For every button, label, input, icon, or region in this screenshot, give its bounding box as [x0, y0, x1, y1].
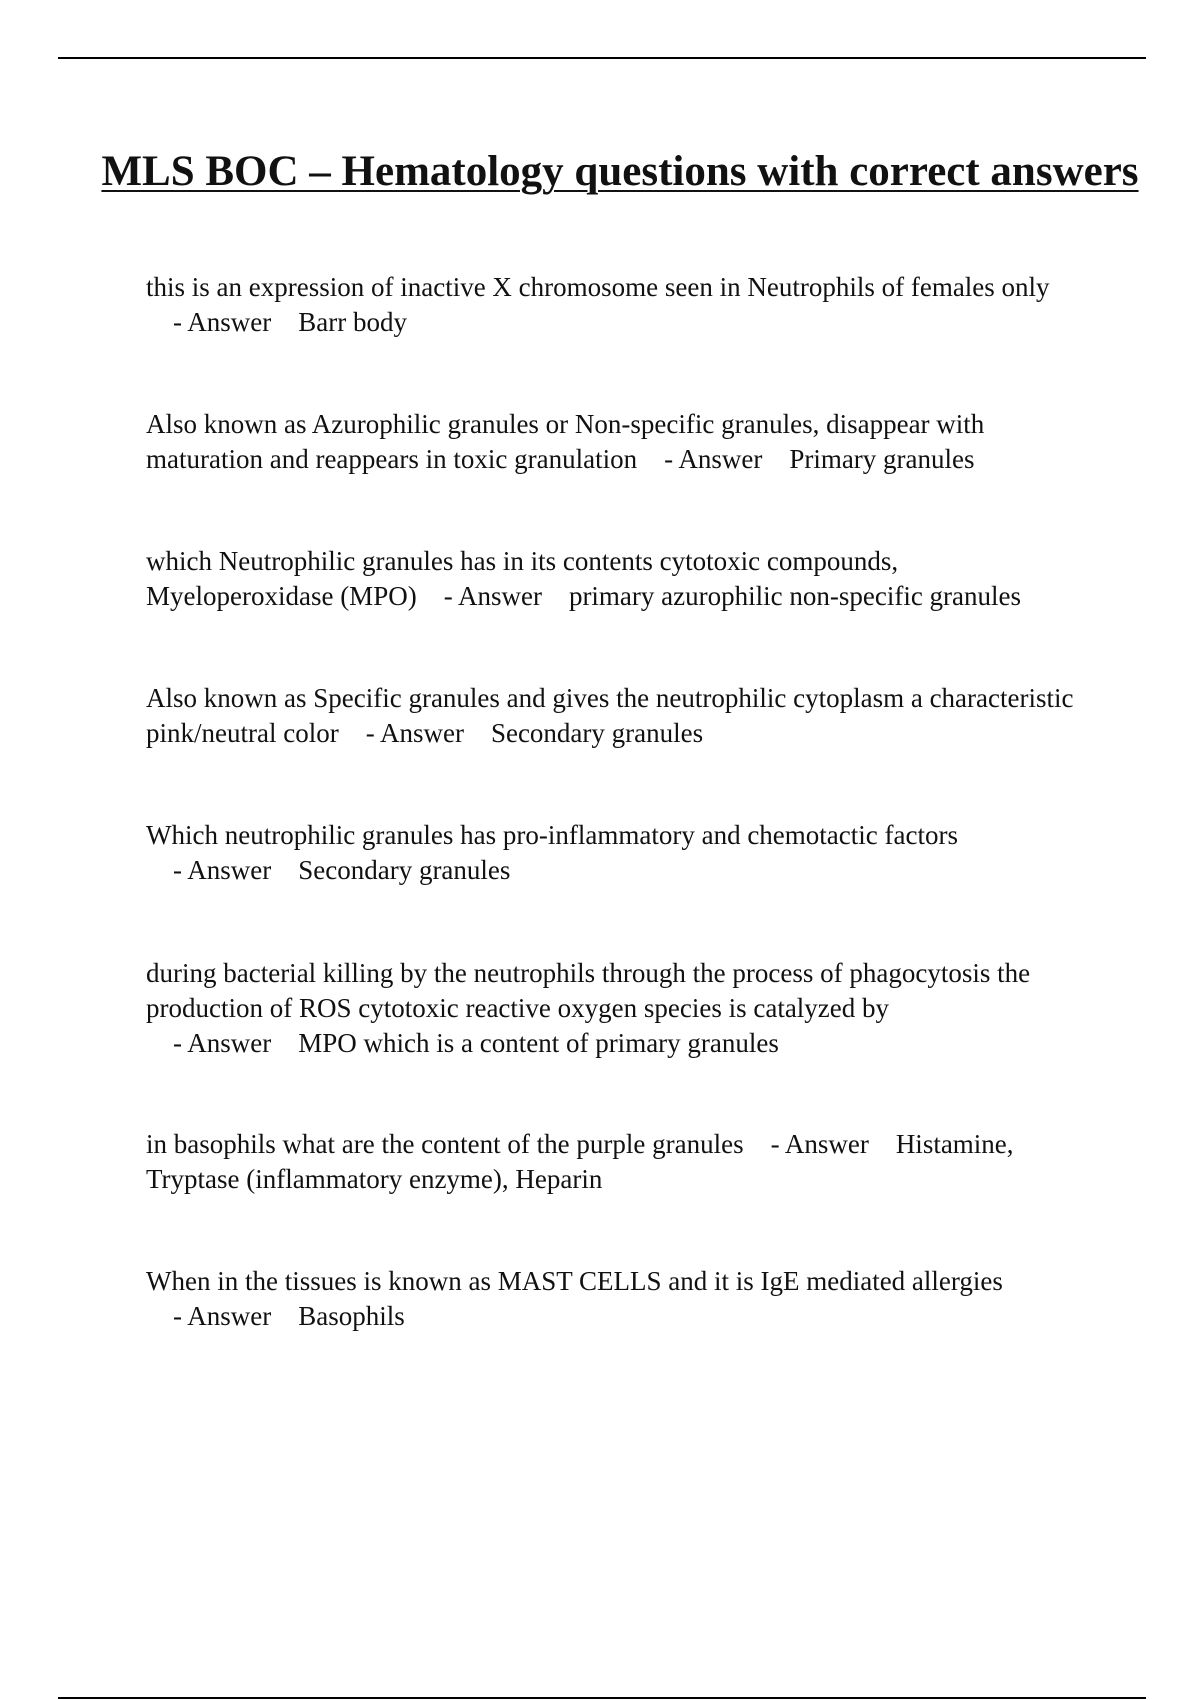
question-text: during bacterial killing by the neutrophils through the process of phagocytosis the production of ROS cytotoxic reactive oxygen species is catalyzed by — [146, 958, 1031, 1023]
answer-text: Primary granules — [789, 444, 975, 474]
qa-item-8 — [146, 1264, 1086, 1334]
answer-text: Basophils — [298, 1301, 405, 1331]
answer-label: - Answer — [146, 1028, 299, 1058]
answer-label: - Answer — [743, 1129, 896, 1159]
qa-item-4 — [146, 681, 1086, 751]
question-text: Which neutrophilic granules has pro-inflammatory and chemotactic factors — [146, 820, 958, 850]
qa-item-6 — [146, 956, 1086, 1061]
question-text: Also known as Azurophilic granules or Non-specific granules, disappear with maturation and reappears in toxic granulation — [146, 409, 985, 474]
qa-item-3 — [146, 544, 1086, 614]
question-text: Also known as Specific granules and gives the neutrophilic cytoplasm a characteristic pink/neutral color — [146, 683, 1074, 748]
answer-text: primary azurophilic non-specific granules — [568, 581, 1022, 611]
answer-label: - Answer — [338, 718, 491, 748]
question-text: this is an expression of inactive X chromosome seen in Neutrophils of females only — [146, 272, 1050, 302]
answer-label: - Answer — [416, 581, 569, 611]
answer-text: Secondary granules — [490, 718, 704, 748]
answer-label: - Answer — [637, 444, 790, 474]
answer-text: Secondary granules — [298, 855, 511, 885]
question-text: which Neutrophilic granules has in its contents cytotoxic compounds, Myeloperoxidase (MPO) — [146, 546, 899, 611]
bottom-divider — [58, 1697, 1146, 1699]
qa-item-1 — [146, 270, 1086, 340]
question-text: in basophils what are the content of the purple granules — [146, 1129, 744, 1159]
qa-item-2 — [146, 407, 1086, 477]
top-divider — [58, 57, 1146, 59]
qa-item-5 — [146, 818, 1086, 888]
answer-label: - Answer — [146, 307, 299, 337]
answer-text: Barr body — [298, 307, 407, 337]
answer-label: - Answer — [146, 1301, 299, 1331]
page-title: MLS BOC – Hematology questions with correct answers — [101, 148, 1139, 195]
answer-label: - Answer — [146, 855, 299, 885]
question-text: When in the tissues is known as MAST CELLS and it is IgE mediated allergies — [146, 1266, 1003, 1296]
answer-text: Histamine, Tryptase (inflammatory enzyme), Heparin — [146, 1129, 1014, 1194]
qa-item-7 — [146, 1127, 1086, 1197]
answer-text: MPO which is a content of primary granules — [298, 1028, 779, 1058]
